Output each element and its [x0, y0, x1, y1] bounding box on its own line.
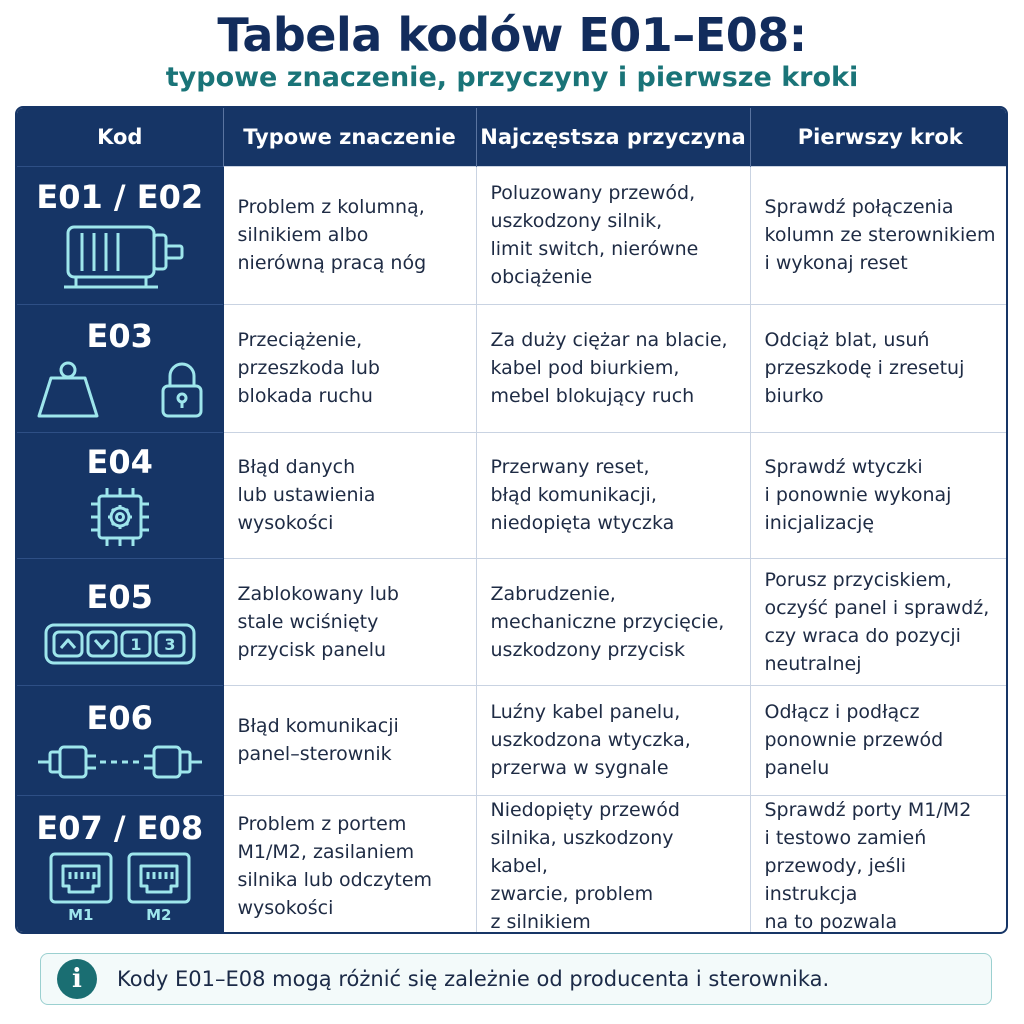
- lock-icon: [160, 360, 204, 420]
- step-cell: Odciąż blat, usuń przeszkodę i zresetuj biurko: [750, 304, 1008, 432]
- info-note-text: Kody E01–E08 mogą różnić się zależnie od producenta i sterownika.: [117, 967, 830, 991]
- code-cell: [17, 685, 223, 795]
- step-cell: Porusz przyciskiem, oczyść panel i sprawdź, czy wraca do pozycji neutralnej: [750, 558, 1008, 685]
- page-subtitle: typowe znaczenie, przyczyny i pierwsze kroki: [165, 62, 859, 93]
- code-cell: [17, 166, 223, 304]
- table-row: [17, 304, 1008, 432]
- meaning-cell: Przeciążenie, przeszkoda lub blokada ruchu: [223, 304, 476, 432]
- cause-cell: Niedopięty przewód silnika, uszkodzony kabel, zwarcie, problem z silnikiem: [476, 795, 750, 934]
- table-row: [17, 432, 1008, 558]
- cause-cell: Zabrudzenie, mechaniczne przycięcie, uszkodzony przycisk: [476, 558, 750, 685]
- code-label: E05: [86, 577, 153, 616]
- code-cell: [17, 795, 223, 934]
- code-label: E07 / E08: [36, 808, 204, 847]
- port-icon: [49, 852, 113, 904]
- header-code: Kod: [17, 108, 223, 166]
- cause-cell: Za duży ciężar na blacie, kabel pod biurkiem, mebel blokujący ruch: [476, 304, 750, 432]
- header-first-step: Pierwszy krok: [750, 108, 1008, 166]
- code-cell: [17, 558, 223, 685]
- error-code-table: [15, 106, 1008, 934]
- port-m1: [49, 852, 113, 924]
- port-m2: [127, 852, 191, 924]
- meaning-cell: Problem z portem M1/M2, zasilaniem silnika lub odczytem wysokości: [223, 795, 476, 934]
- panel-key-3: 3: [164, 634, 176, 654]
- code-cell: [17, 304, 223, 432]
- port-icon: [127, 852, 191, 904]
- cause-cell: Poluzowany przewód, uszkodzony silnik, limit switch, nierówne obciążenie: [476, 166, 750, 304]
- cable-connection-icon: [36, 742, 204, 782]
- button-panel-icon: [44, 621, 196, 667]
- meaning-cell: Problem z kolumną, silnikiem albo nierówną pracą nóg: [223, 166, 476, 304]
- table-header-row: [17, 108, 1008, 166]
- panel-key-1: 1: [130, 634, 142, 654]
- code-label: E04: [86, 443, 153, 481]
- table-row: [17, 558, 1008, 685]
- port-label: M1: [68, 905, 94, 924]
- page-title: Tabela kodów E01–E08:: [217, 8, 807, 62]
- table-row: [17, 795, 1008, 934]
- cause-cell: Przerwany reset, błąd komunikacji, niedopięta wtyczka: [476, 432, 750, 558]
- meaning-cell: Błąd danych lub ustawienia wysokości: [223, 432, 476, 558]
- meaning-cell: Zablokowany lub stale wciśnięty przycisk panelu: [223, 558, 476, 685]
- code-cell: [17, 432, 223, 558]
- motor-icon: [54, 221, 186, 293]
- port-label: M2: [146, 905, 172, 924]
- step-cell: Odłącz i podłącz ponownie przewód panelu: [750, 685, 1008, 795]
- step-cell: Sprawdź wtyczki i ponownie wykonaj inicjalizację: [750, 432, 1008, 558]
- header-cause: Najczęstsza przyczyna: [476, 108, 750, 166]
- info-icon: i: [57, 959, 97, 999]
- code-label: E01 / E02: [36, 178, 204, 216]
- cause-cell: Luźny kabel panelu, uszkodzona wtyczka, przerwa w sygnale: [476, 685, 750, 795]
- code-label: E03: [86, 317, 153, 355]
- weight-icon: [35, 360, 101, 420]
- chip-gear-icon: [85, 486, 155, 548]
- meaning-cell: Błąd komunikacji panel–sterownik: [223, 685, 476, 795]
- info-note: [40, 953, 992, 1005]
- table-row: [17, 685, 1008, 795]
- step-cell: Sprawdź porty M1/M2 i testowo zamień przewody, jeśli instrukcja na to pozwala: [750, 795, 1008, 934]
- header-meaning: Typowe znaczenie: [223, 108, 476, 166]
- code-label: E06: [86, 699, 153, 737]
- step-cell: Sprawdź połączenia kolumn ze sterownikiem i wykonaj reset: [750, 166, 1008, 304]
- table-row: [17, 166, 1008, 304]
